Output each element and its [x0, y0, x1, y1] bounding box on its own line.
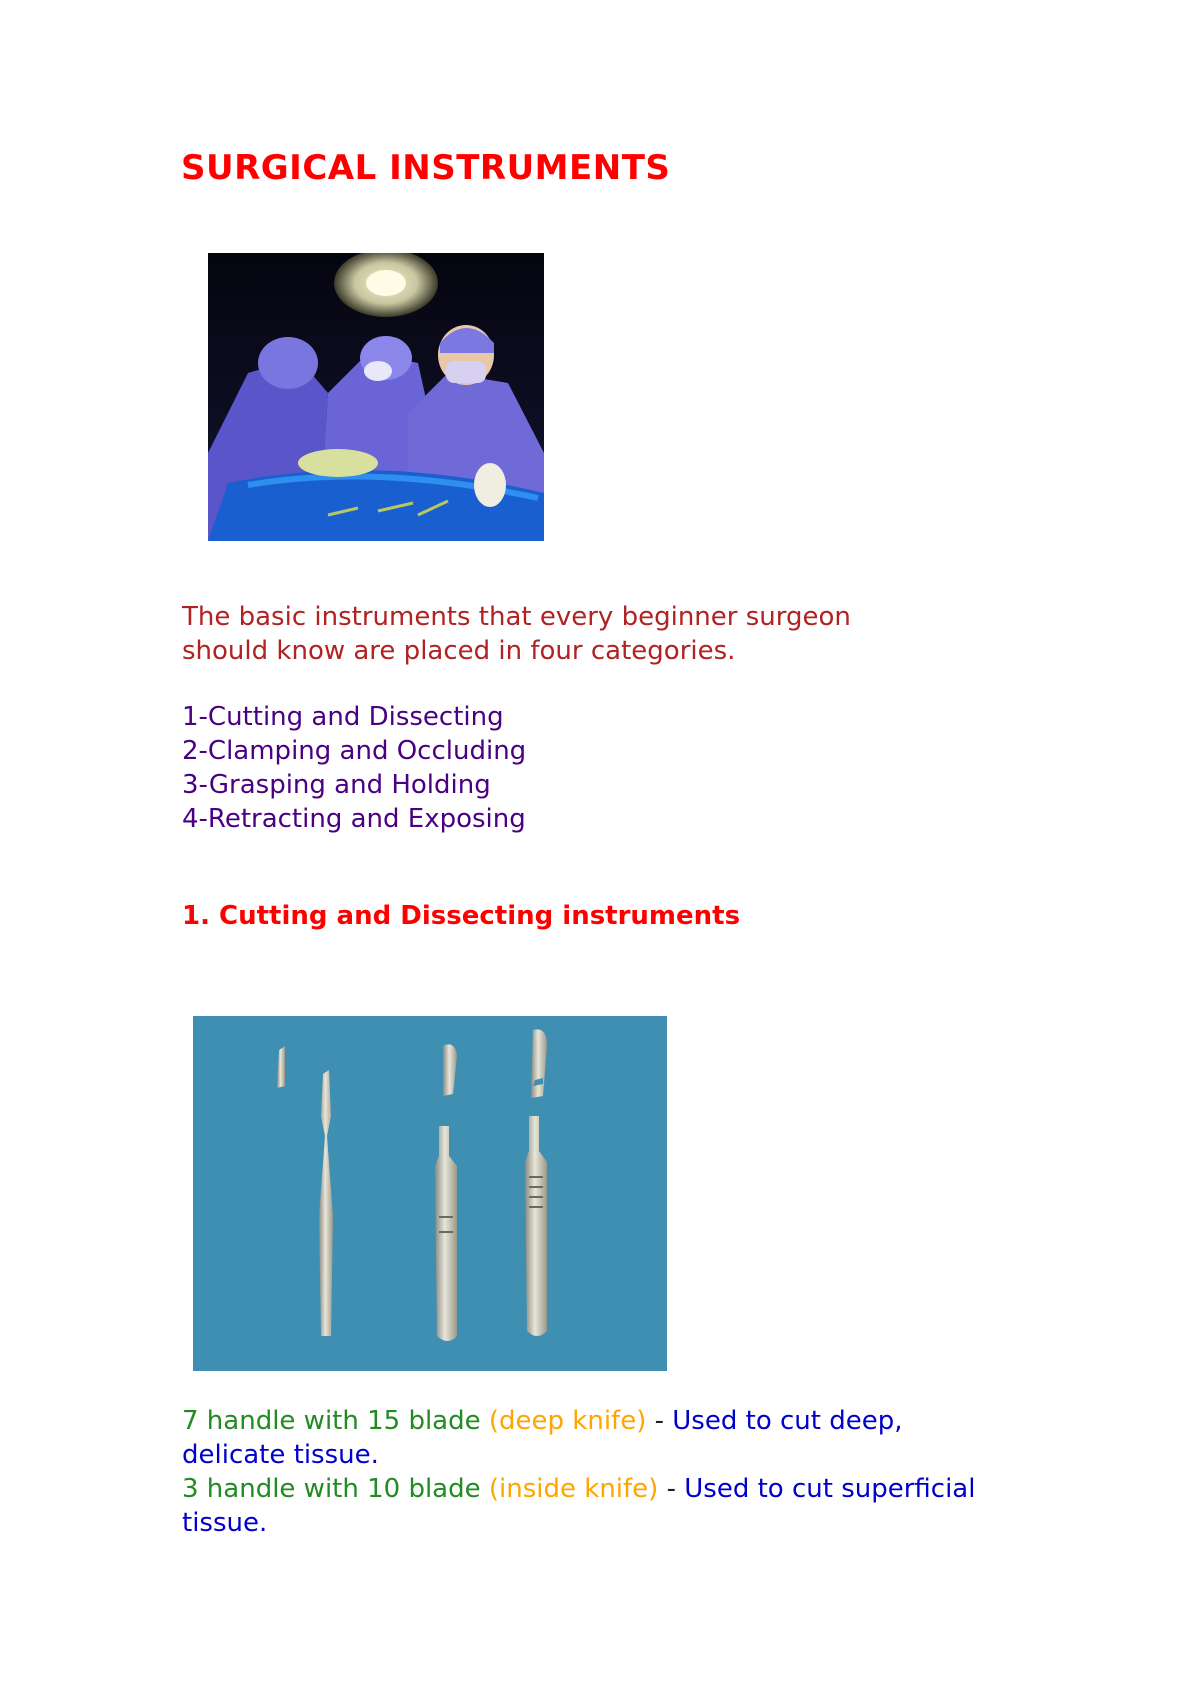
instrument-use: Used to cut superficial tissue.: [182, 1474, 976, 1538]
intro-paragraph: The basic instruments that every beginner surgeon should know are placed in four categories.: [182, 602, 851, 666]
instrument-alias: (deep knife): [488, 1406, 647, 1436]
separator: -: [666, 1474, 676, 1504]
instrument-use: Used to cut deep, delicate tissue.: [182, 1406, 903, 1470]
category-list: [182, 700, 526, 836]
instrument-alias: (inside knife): [488, 1474, 659, 1504]
category-item: 4-Retracting and Exposing: [182, 804, 526, 834]
scalpels-photo: [193, 1016, 667, 1371]
category-item: 3-Grasping and Holding: [182, 770, 491, 800]
instrument-item: [182, 1472, 982, 1540]
instrument-item: [182, 1404, 982, 1472]
section-heading: 1. Cutting and Dissecting instruments: [182, 901, 741, 931]
category-item: 2-Clamping and Occluding: [182, 736, 527, 766]
page-title: SURGICAL INSTRUMENTS: [181, 148, 671, 188]
instrument-name: 7 handle with 15 blade: [182, 1406, 481, 1436]
surgery-team-photo: [208, 253, 544, 541]
instrument-descriptions: [182, 1404, 982, 1540]
instrument-name: 3 handle with 10 blade: [182, 1474, 481, 1504]
separator: -: [654, 1406, 665, 1436]
category-item: 1-Cutting and Dissecting: [182, 702, 504, 732]
